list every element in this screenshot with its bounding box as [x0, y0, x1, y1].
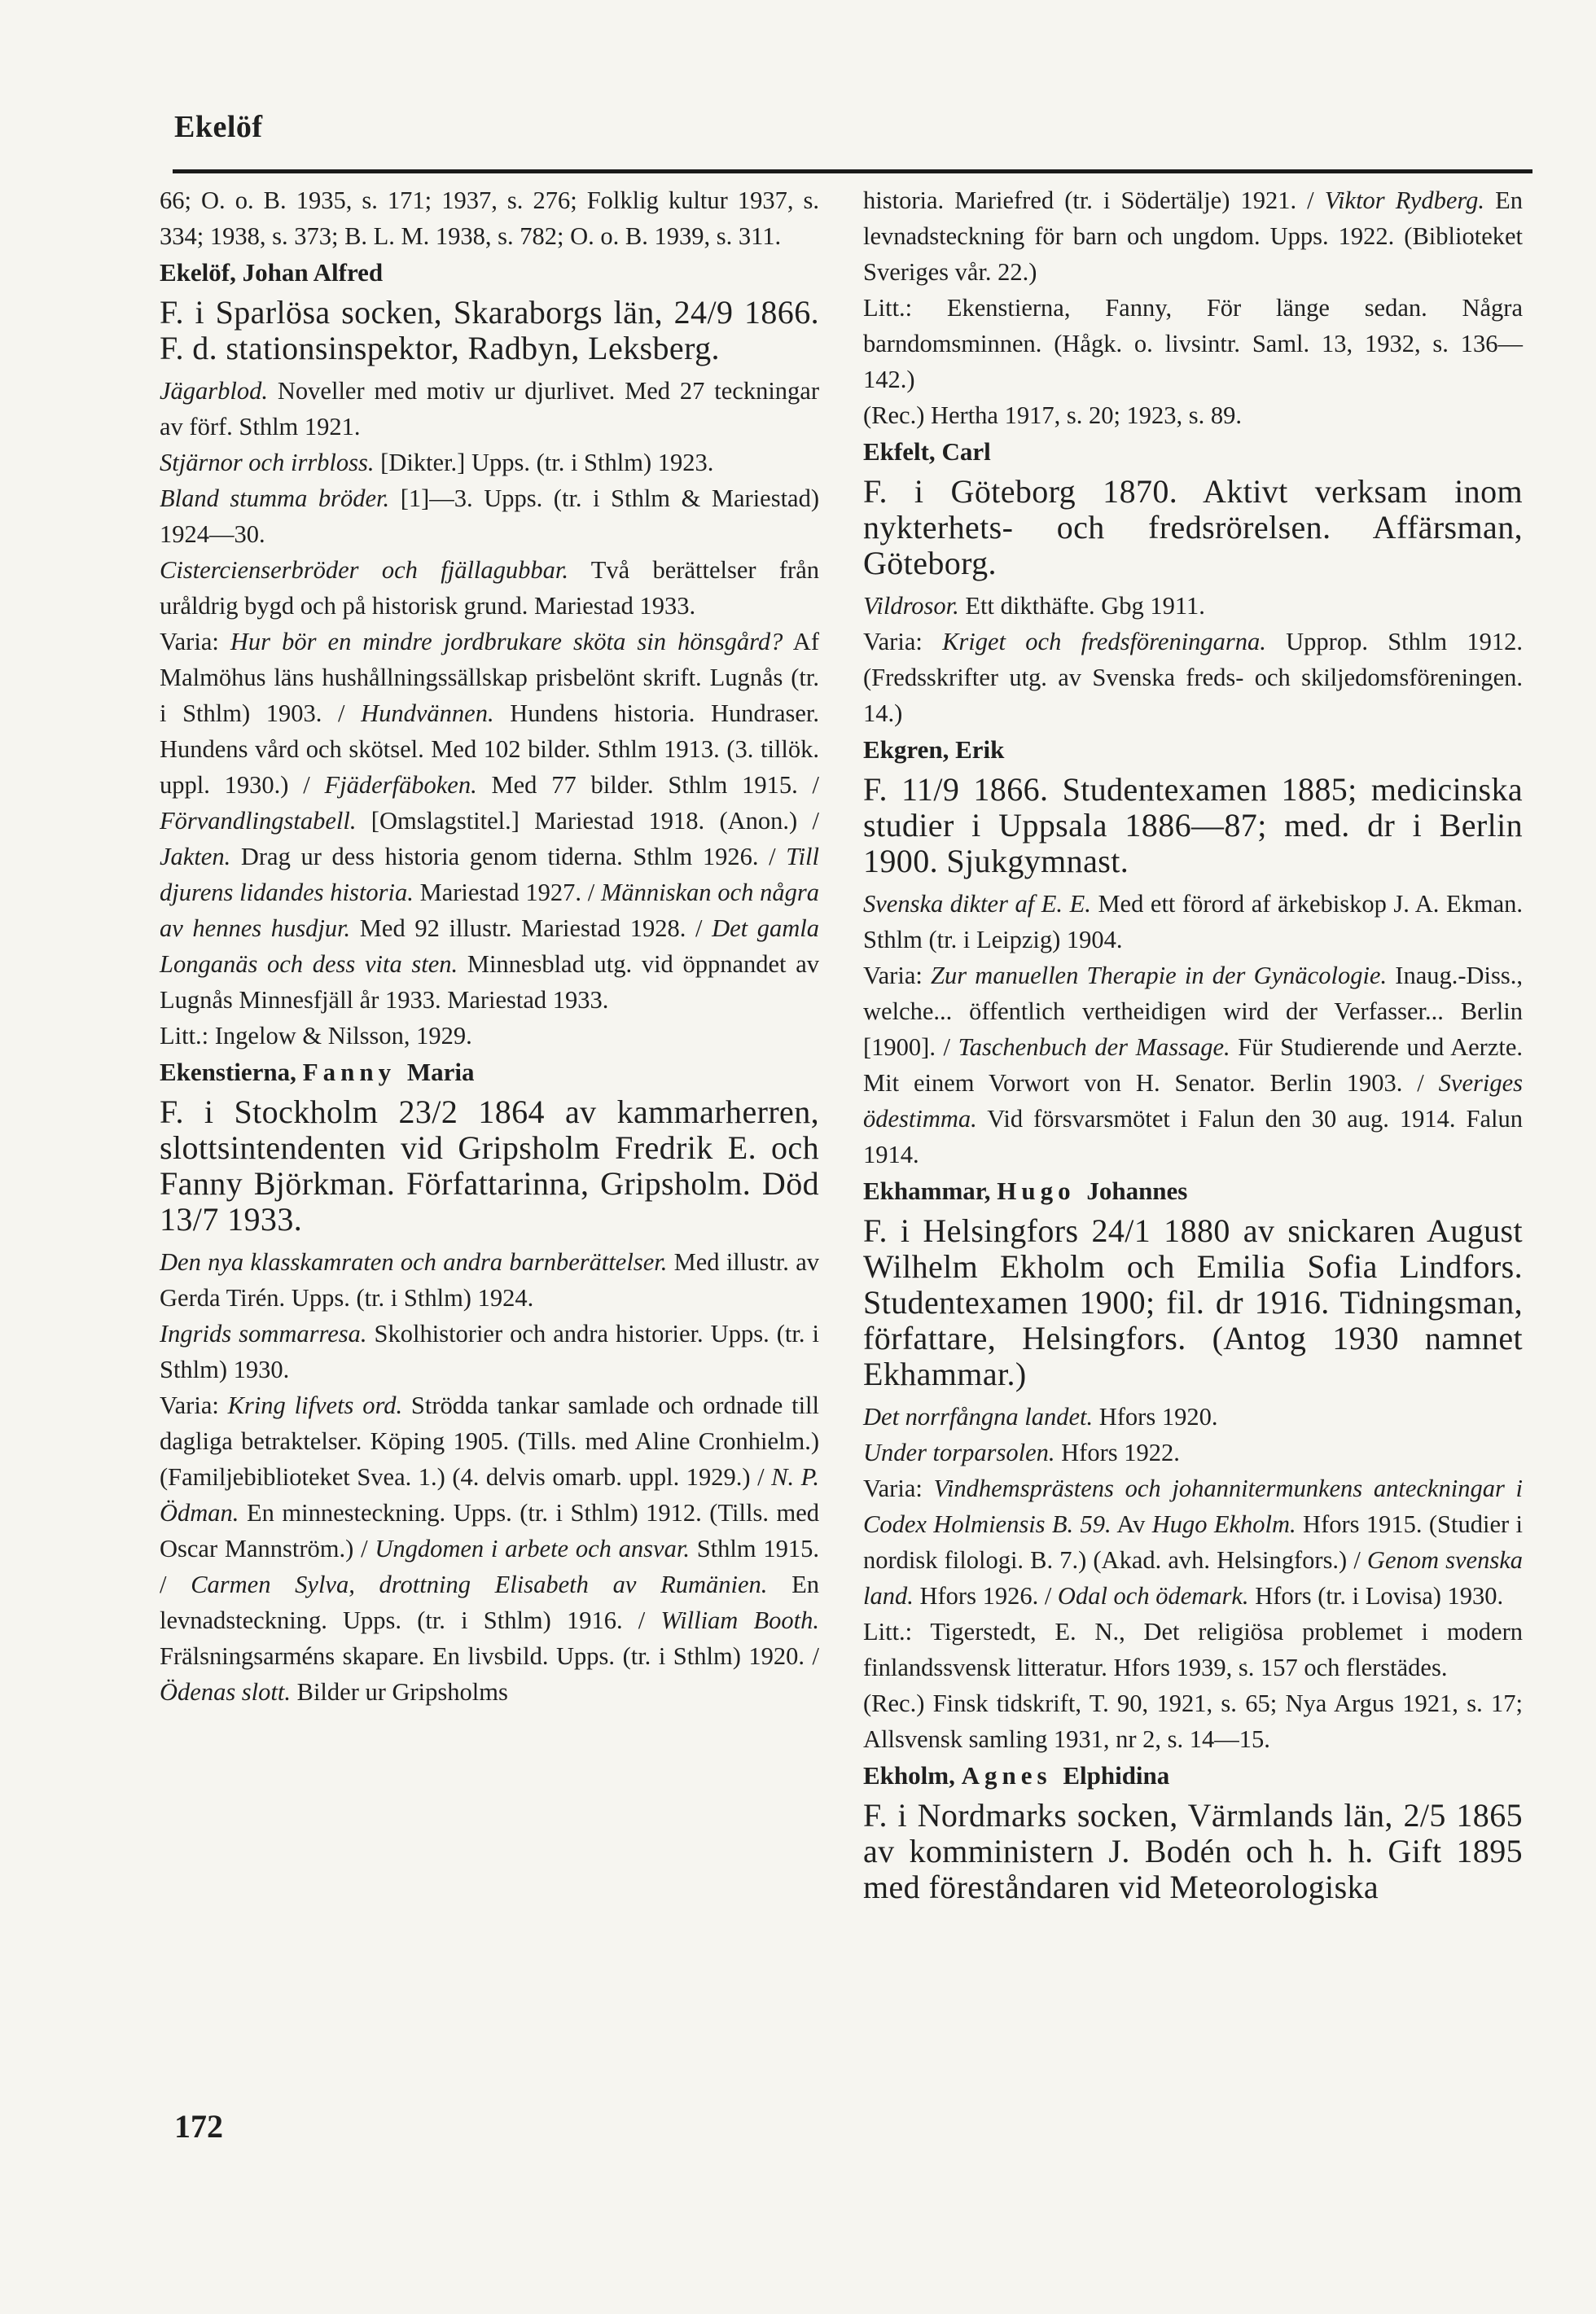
right-column	[863, 182, 1523, 1912]
work-details: Ett dikthäfte. Gbg 1911.	[958, 592, 1205, 620]
varia-label: Varia:	[160, 1391, 219, 1419]
work-details: Hfors 1926. /	[913, 1582, 1058, 1610]
work-title: Genom svenska land.	[863, 1546, 1523, 1610]
work-title: Människan och några av hennes husdjur.	[160, 879, 819, 942]
text-paragraph: (Rec.) Hertha 1917, s. 20; 1923, s. 89.	[863, 401, 1243, 429]
work-title: Det norrfångna landet.	[863, 1403, 1094, 1431]
varia-label: Varia:	[863, 962, 923, 989]
work-entry	[863, 886, 1523, 958]
work-details: En levnadsteckning. Upps. (tr. i Sthlm) 1916. /	[160, 1571, 819, 1634]
work-details: Für Studierende und Aerzte. Mit einem Vorwort von H. Senator. Berlin 1903. /	[863, 1033, 1524, 1097]
work-details: Med 92 illustr. Mariestad 1928. /	[350, 914, 712, 942]
header-rule	[173, 169, 1532, 173]
work-entry	[160, 373, 819, 445]
work-entry	[160, 1244, 819, 1316]
work-title: Stjärnor och irrbloss.	[160, 449, 375, 476]
text-paragraph: Litt.: Ingelow & Nilsson, 1929.	[160, 1022, 472, 1050]
work-title: Hugo Ekholm.	[1151, 1510, 1296, 1538]
work-details: Med 77 bilder. Sthlm 1915. /	[476, 771, 819, 799]
page-number: 172	[174, 2108, 223, 2145]
work-details: Noveller med motiv ur djurlivet. Med 27 teckningar av förf. Sthlm 1921.	[160, 377, 819, 440]
entry-surname: Ekelöf,	[160, 258, 243, 287]
work-title: Ingrids sommarresa.	[160, 1320, 367, 1348]
work-entry	[863, 588, 1523, 624]
entry-heading	[863, 731, 1523, 769]
entry-name-rest: Carl	[941, 437, 991, 466]
work-title: Förvandlingstabell.	[160, 807, 357, 835]
work-title: Under torparsolen.	[863, 1439, 1055, 1466]
work-entry	[863, 1435, 1523, 1470]
varia-entry	[863, 958, 1523, 1172]
work-title: Svenska dikter af E. E.	[863, 890, 1091, 918]
work-title: Jakten.	[160, 843, 231, 870]
work-title: William Booth.	[660, 1606, 819, 1634]
entry-heading	[160, 254, 819, 291]
work-title: Ödenas slott.	[160, 1678, 291, 1706]
work-title: Bland stumma bröder.	[160, 484, 390, 512]
entry-biography: F. 11/9 1866. Studentexamen 1885; medicinska studier i Uppsala 1886—87; med. dr i Berlin 1900. Sjukgymnast.	[863, 771, 1523, 879]
work-details: Hfors 1915. (Studier i nordisk filologi. B. 7.) (Akad. avh. Helsingfors.) /	[863, 1510, 1523, 1574]
work-details: Inaug.-Diss., welche... öffentlich vertheidigen wird der Verfasser... Berlin [1900]. /	[863, 962, 1524, 1061]
entry-biography: F. i Helsingfors 24/1 1880 av snickaren August Wilhelm Ekholm och Emilia Sofia Lindfors. Studentexamen 1900; fil. dr 1916. Tidningsman, författare, Helsingfors. (Antog 1930 namnet Ekhammar.)	[863, 1212, 1523, 1392]
work-details: Bilder ur Gripsholms	[290, 1678, 508, 1706]
work-title: Kring lifvets ord.	[218, 1391, 403, 1419]
work-title: Taschenbuch der Massage.	[958, 1033, 1230, 1061]
text-paragraph: (Rec.) Finsk tidskrift, T. 90, 1921, s. 65; Nya Argus 1921, s. 17; Allsvensk samling 1931, nr 2, s. 14—15.	[863, 1689, 1523, 1753]
work-title: Cistercienserbröder och fjällagubbar.	[160, 556, 569, 584]
entry-heading	[863, 433, 1523, 471]
varia-label: Varia:	[160, 628, 219, 655]
entry-surname: Ekenstierna,	[160, 1058, 303, 1086]
work-title: Fjäderfäboken.	[324, 771, 477, 799]
work-entry	[160, 480, 819, 552]
work-details: Drag ur dess historia genom tiderna. Sthlm 1926. /	[230, 843, 787, 870]
work-title: Vindhemsprästens och johannitermunkens anteckningar i Codex Holmiensis B. 59.	[863, 1475, 1523, 1538]
work-details: Med illustr. av Gerda Tirén. Upps. (tr. i Sthlm) 1924.	[160, 1248, 819, 1312]
work-details: Frälsningsarméns skapare. En livsbild. Upps. (tr. i Sthlm) 1920. /	[160, 1642, 819, 1670]
work-entry	[160, 445, 819, 480]
entry-heading	[160, 1054, 819, 1091]
work-title: N. P. Ödman.	[160, 1463, 819, 1527]
entry-surname: Ekholm,	[863, 1761, 962, 1790]
entry-surname: Ekhammar,	[863, 1177, 998, 1205]
text-paragraph: Litt.: Tigerstedt, E. N., Det religiösa problemet i modern finlandssvensk litteratur. Hfors 1939, s. 157 och flerstädes.	[863, 1618, 1523, 1681]
work-entry	[160, 552, 819, 624]
work-title: Sveriges ödestimma.	[863, 1069, 1523, 1133]
varia-label: Varia:	[863, 1475, 923, 1502]
work-details: En levnadsteckning för barn och ungdom. Upps. 1922. (Biblioteket Sveriges vår. 22.)	[863, 186, 1523, 286]
left-column	[160, 182, 819, 1710]
entry-name-rest: Johan Alfred	[242, 258, 384, 287]
work-details: Hfors 1922.	[1054, 1439, 1180, 1466]
work-details: historia. Mariefred (tr. i Södertälje) 1921. /	[863, 186, 1325, 214]
varia-entry	[863, 1470, 1523, 1614]
work-details: Hundens historia. Hundraser. Hundens vård och skötsel. Med 102 bilder. Sthlm 1913. (3. tillök. uppl. 1930.) /	[160, 699, 819, 799]
work-title: Ungdomen i arbete och ansvar.	[375, 1535, 690, 1562]
work-entry	[863, 1399, 1523, 1435]
text-paragraph: Litt.: Ekenstierna, Fanny, För länge sedan. Några barndomsminnen. (Hågk. o. livsintr. Saml. 13, 1932, s. 136—142.)	[863, 294, 1523, 393]
work-title: Carmen Sylva, drottning Elisabeth av Rumänien.	[191, 1571, 768, 1598]
work-details: Skolhistorier och andra historier. Upps. (tr. i Sthlm) 1930.	[160, 1320, 819, 1383]
entry-name-rest: Maria	[406, 1058, 475, 1086]
entry-surname: Ekfelt,	[863, 437, 942, 466]
varia-entry	[863, 182, 1523, 290]
work-details: [1]—3. Upps. (tr. i Sthlm & Mariestad) 1924—30.	[160, 484, 819, 548]
work-details: Sthlm 1915. /	[160, 1535, 820, 1598]
entry-heading	[863, 1757, 1523, 1795]
work-title: Den nya klasskamraten och andra barnberättelser.	[160, 1248, 668, 1276]
entry-name-rest: Johannes	[1086, 1177, 1188, 1205]
work-title: Det gamla Longanäs och dess vita sten.	[160, 914, 819, 978]
work-details: Hfors (tr. i Lovisa) 1930.	[1248, 1582, 1504, 1610]
work-details: Vid försvarsmötet i Falun den 30 aug. 1914. Falun 1914.	[863, 1105, 1523, 1168]
work-details: Hfors 1920.	[1093, 1403, 1218, 1431]
running-head: Ekelöf	[174, 110, 263, 144]
varia-entry	[160, 1387, 819, 1710]
work-title: Hur bör en mindre jordbrukare sköta sin hönsgård?	[218, 628, 783, 655]
work-title: Jägarblod.	[160, 377, 269, 405]
entry-biography: F. i Nordmarks socken, Värmlands län, 2/5 1865 av komministern J. Bodén och h. h. Gift 1895 med föreståndaren vid Meteorologiska	[863, 1797, 1523, 1905]
entry-heading	[863, 1172, 1523, 1210]
work-title: Zur manuellen Therapie in der Gynäcologie.	[922, 962, 1388, 989]
work-details: Upprop. Sthlm 1912. (Fredsskrifter utg. av Svenska freds- och skiljedomsföreningen. 14.)	[863, 628, 1523, 727]
work-details: Två berättelser från uråldrig bygd och på historisk grund. Mariestad 1933.	[160, 556, 819, 620]
work-details: Minnesblad utg. vid öppnandet av Lugnås Minnesfjäll år 1933. Mariestad 1933.	[160, 950, 819, 1014]
entry-biography: F. i Sparlösa socken, Skaraborgs län, 24/9 1866. F. d. stationsinspektor, Radbyn, Leksberg.	[160, 294, 819, 366]
work-title: Till djurens lidandes historia.	[160, 843, 819, 906]
entry-name-rest: Elphidina	[1063, 1761, 1170, 1790]
work-details: Mariestad 1927. /	[413, 879, 601, 906]
entry-given-name: Agnes	[961, 1761, 1063, 1790]
entry-biography: F. i Stockholm 23/2 1864 av kammarherren, slottsintendenten vid Gripsholm Fredrik E. och Fanny Björkman. Författarinna, Gripsholm. Död 13/7 1933.	[160, 1093, 819, 1238]
work-details: [Dikter.] Upps. (tr. i Sthlm) 1923.	[374, 449, 714, 476]
entry-surname: Ekgren,	[863, 735, 956, 764]
work-title: Hundvännen.	[361, 699, 494, 727]
entry-given-name: Hugo	[997, 1177, 1087, 1205]
varia-entry	[863, 624, 1523, 731]
entry-name-rest: Erik	[955, 735, 1005, 764]
entry-biography: F. i Göteborg 1870. Aktivt verksam inom nykterhets- och fredsrörelsen. Affärsman, Göteborg.	[863, 473, 1523, 581]
work-entry	[160, 1316, 819, 1387]
work-details: Med ett förord af ärkebiskop J. A. Ekman. Sthlm (tr. i Leipzig) 1904.	[863, 890, 1523, 953]
work-details: [Omslagstitel.] Mariestad 1918. (Anon.) /	[356, 807, 819, 835]
work-details: Av	[1111, 1510, 1152, 1538]
text-paragraph: 66; O. o. B. 1935, s. 171; 1937, s. 276; Folklig kultur 1937, s. 334; 1938, s. 373; B. L. M. 1938, s. 782; O. o. B. 1939, s. 311.	[160, 186, 819, 250]
work-title: Vildrosor.	[863, 592, 959, 620]
work-title: Odal och ödemark.	[1057, 1582, 1249, 1610]
work-details: Strödda tankar samlade och ordnade till dagliga betraktelser. Köping 1905. (Tills. med Aline Cronhielm.) (Familjebiblioteket Svea. 1.) (4. delvis omarb. uppl. 1929.) /	[160, 1391, 820, 1491]
work-title: Viktor Rydberg.	[1324, 186, 1485, 214]
varia-entry	[160, 624, 819, 1018]
work-details: Af Malmöhus läns hushållningssällskap prisbelönt skrift. Lugnås (tr. i Sthlm) 1903. /	[160, 628, 819, 727]
varia-label: Varia:	[863, 628, 923, 655]
work-title: Kriget och fredsföreningarna.	[922, 628, 1266, 655]
work-details: En minnesteckning. Upps. (tr. i Sthlm) 1912. (Tills. med Oscar Mannström.) /	[160, 1499, 819, 1562]
entry-given-name: Fanny	[302, 1058, 407, 1086]
